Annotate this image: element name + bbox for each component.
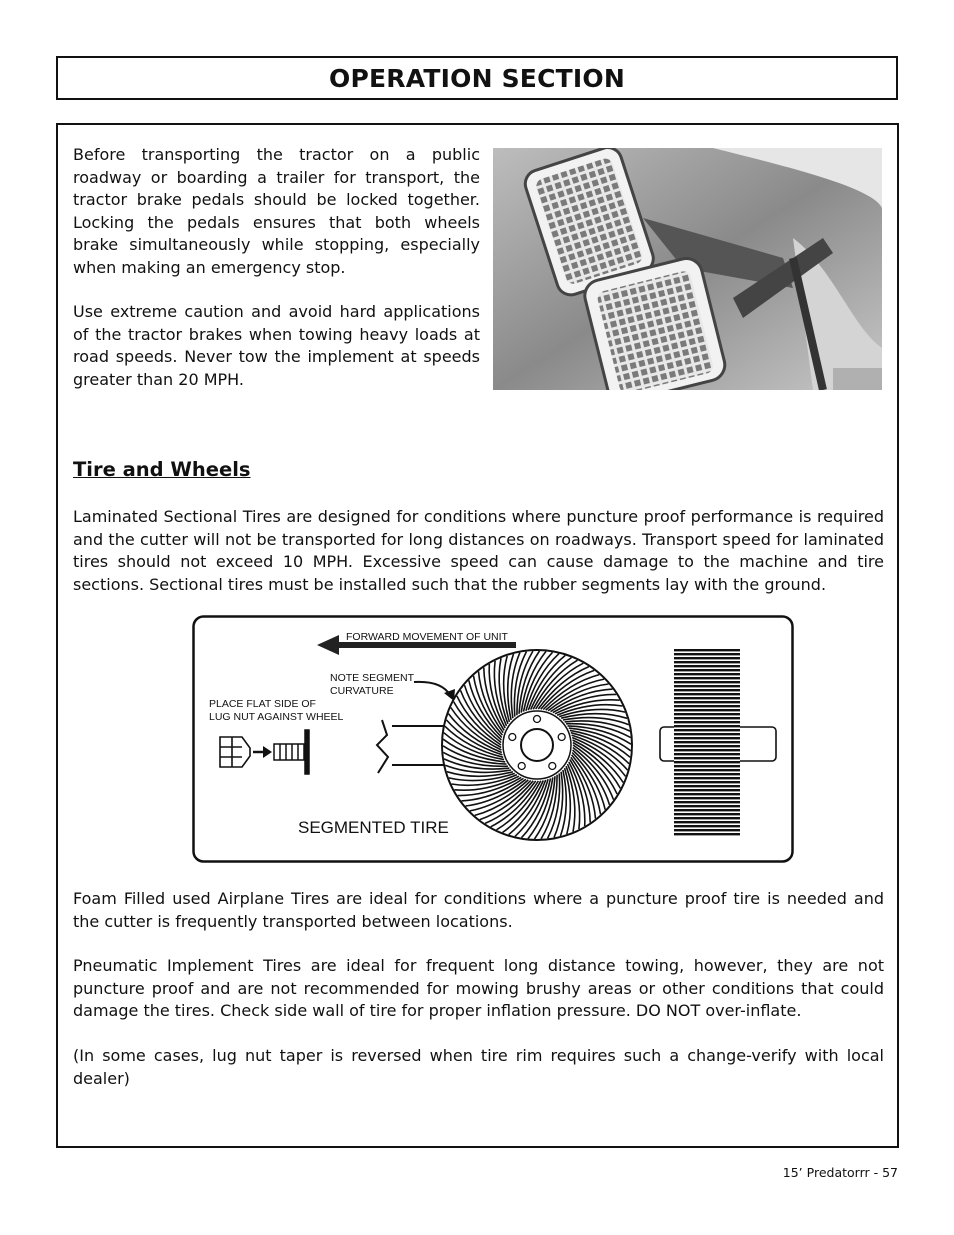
section-title-box — [56, 56, 898, 100]
lug-nut-label: LUG NUT AGAINST WHEEL — [209, 711, 344, 723]
pneumatic-tires-paragraph: Pneumatic Implement Tires are ideal for frequent long distance towing, however, they are not puncture proof and are not recommended for mowing brushy areas or other conditions that could damage the tires. Check side wall of tire for proper inflation pressure. DO NOT over-inflate. — [73, 956, 884, 1020]
lug-nut-note-paragraph: (In some cases, lug nut taper is reversed when tire rim requires such a change-verify with local dealer) — [73, 1046, 884, 1088]
foam-filled-tires-paragraph: Foam Filled used Airplane Tires are ideal for conditions where a puncture proof tire is needed and the cutter is frequently transported between locations. — [73, 889, 884, 931]
tire-wheels-heading: Tire and Wheels — [73, 458, 251, 481]
laminated-tires-paragraph: Laminated Sectional Tires are designed for conditions where puncture proof performance is required and the cutter will not be transported for long distances on roadways. Transport speed for laminated tires should not exceed 10 MPH. Excessive speed can cause damage to the machine and tire sections. Sectional tires must be installed such that the rubber segments lay with the ground. — [73, 507, 884, 594]
page-title: OPERATION SECTION — [329, 64, 625, 93]
curvature-label: CURVATURE — [330, 685, 394, 697]
segmented-tire-caption: SEGMENTED TIRE — [298, 818, 449, 837]
note-segment-label: NOTE SEGMENT — [330, 672, 415, 684]
brake-pedals-photo — [493, 148, 882, 390]
flat-side-label: PLACE FLAT SIDE OF — [209, 698, 316, 710]
brake-paragraph-2: Use extreme caution and avoid hard applications of the tractor brakes when towing heavy loads at road speeds. Never tow the implement at speeds greater than 20 MPH. — [73, 302, 480, 389]
lug-nut-icon — [220, 737, 250, 767]
brake-paragraph-1: Before transporting the tractor on a public roadway or boarding a trailer for transport, the tractor brake pedals should be locked together. Locking the pedals ensures that both wheels brake simultaneously while stopping, especially when making an emergency stop. — [73, 145, 480, 277]
forward-movement-label: FORWARD MOVEMENT OF UNIT — [346, 631, 508, 643]
content-box — [56, 123, 899, 1148]
segmented-tire-icon — [442, 650, 632, 840]
segmented-tire-diagram — [192, 615, 794, 865]
page-footer: 15’ Predatorrr - 57 — [782, 1165, 898, 1180]
